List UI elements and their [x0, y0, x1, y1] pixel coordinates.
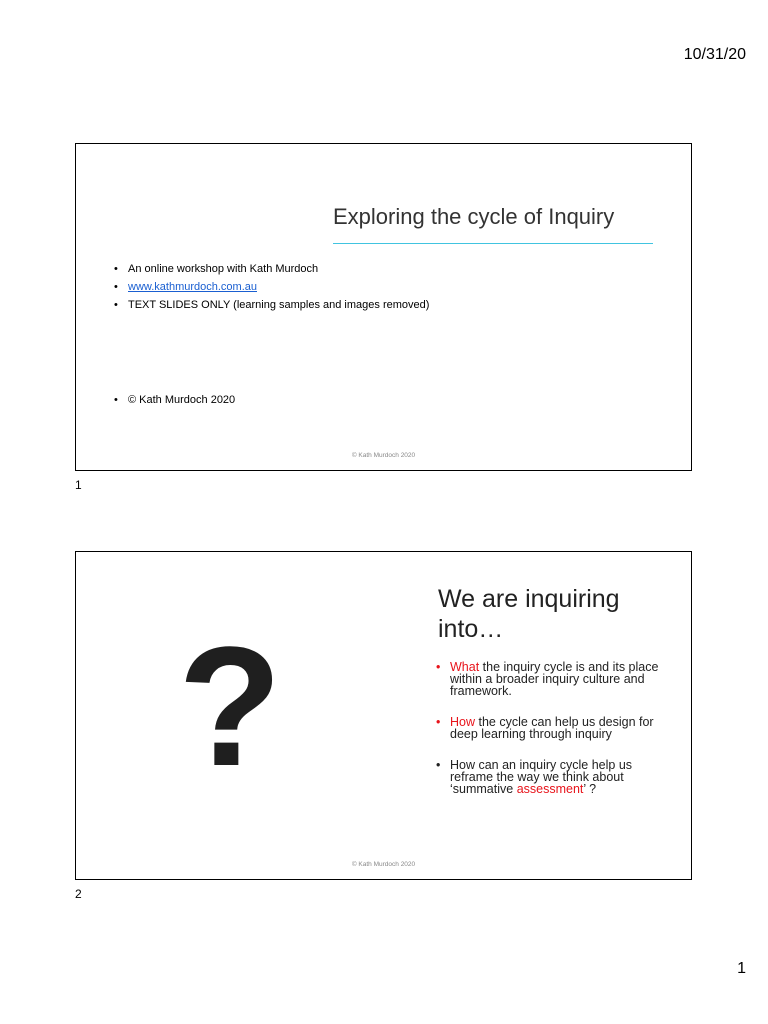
item-text: How can an inquiry cycle help us reframe the way we think about ‘summative	[450, 758, 633, 796]
title-underline	[333, 243, 653, 244]
bullet-list	[114, 260, 429, 314]
website-link[interactable]: www.kathmurdoch.com.au	[128, 281, 257, 293]
list-item: • An online workshop with Kath Murdoch	[114, 260, 429, 278]
slide-title: Exploring the cycle of Inquiry	[333, 204, 615, 229]
list-item	[436, 716, 676, 740]
list-item	[436, 759, 676, 795]
slide-number: 1	[75, 478, 82, 492]
slide-number: 2	[75, 887, 82, 901]
print-date: 10/31/20	[683, 46, 746, 63]
question-mark-image: ?	[178, 612, 282, 802]
list-item	[114, 278, 429, 296]
highlight-word: assessment	[516, 782, 584, 796]
list-item: • TEXT SLIDES ONLY (learning samples and images removed)	[114, 296, 429, 314]
slide-title: We are inquiring into…	[438, 585, 620, 643]
bullet-list	[436, 661, 676, 814]
slide-footer: © Kath Murdoch 2020	[351, 861, 416, 868]
list-item	[436, 661, 676, 697]
copyright-item: • © Kath Murdoch 2020	[114, 394, 235, 406]
item-text: ’ ?	[583, 782, 597, 796]
highlight-word: How	[450, 715, 476, 729]
highlight-word: What	[450, 660, 480, 674]
slide-footer: © Kath Murdoch 2020	[351, 452, 416, 459]
item-text: the inquiry cycle is and its place within a broader inquiry culture and framework.	[450, 660, 659, 698]
slide-1	[75, 143, 692, 471]
copyright-list	[114, 394, 235, 406]
item-text: the cycle can help us design for deep learning through inquiry	[450, 715, 654, 741]
page-number: 1	[737, 960, 746, 977]
slide-2	[75, 551, 692, 880]
